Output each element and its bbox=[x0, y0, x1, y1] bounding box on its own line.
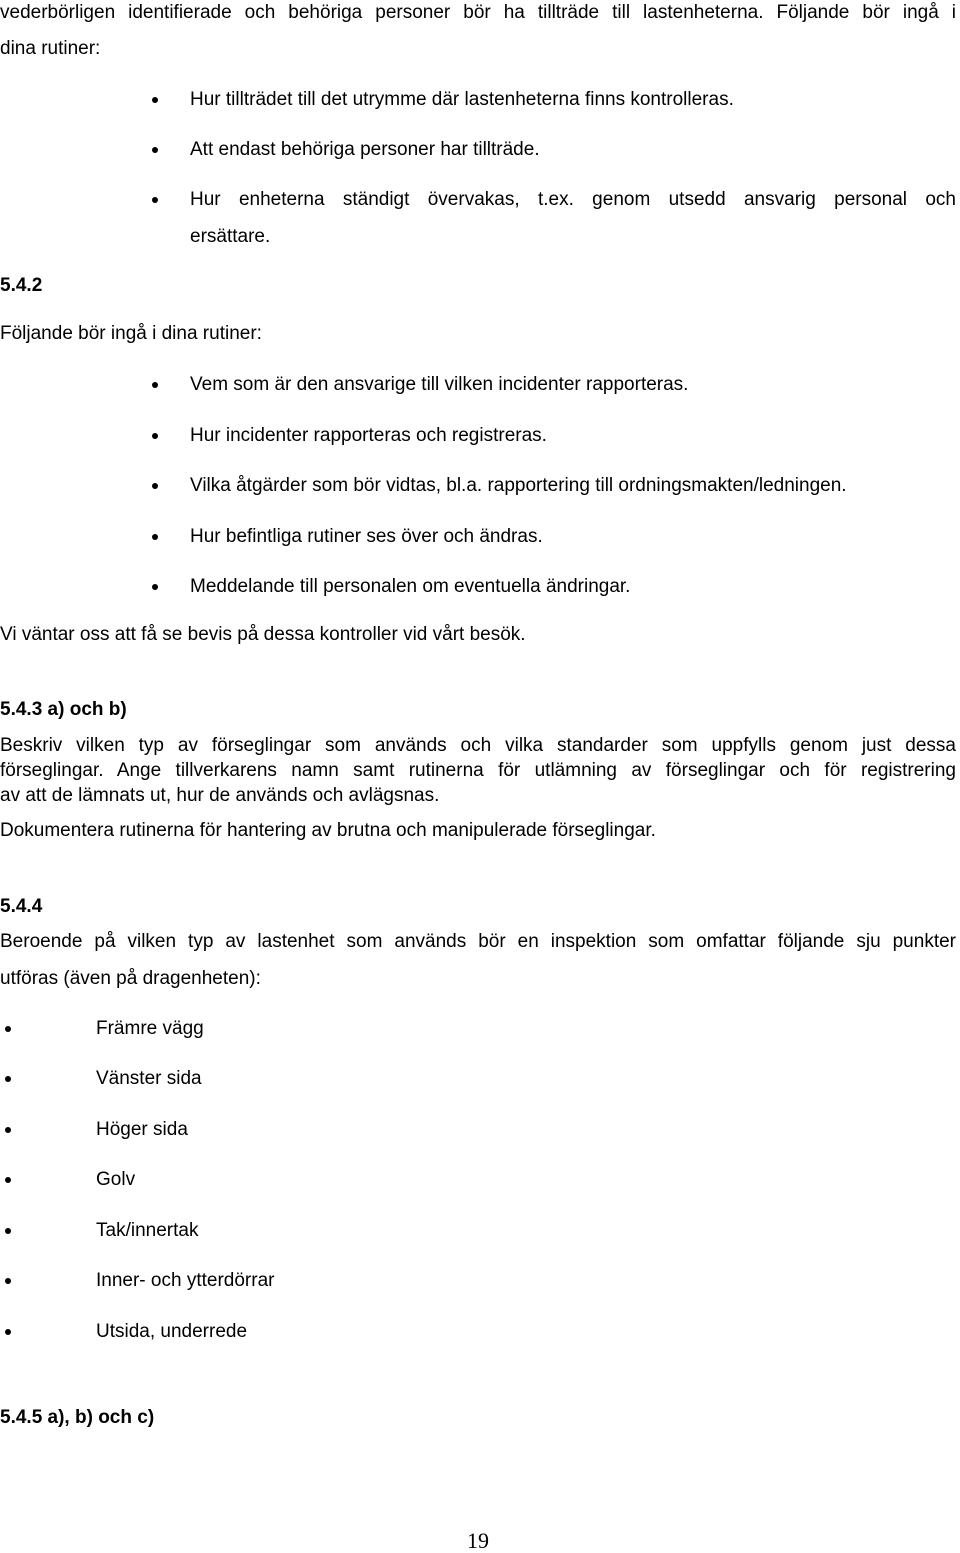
bullet-icon bbox=[5, 1278, 11, 1284]
bullet-icon bbox=[5, 1329, 11, 1335]
bullet-icon bbox=[152, 147, 158, 153]
bullet-icon bbox=[152, 433, 158, 439]
bullet-icon bbox=[152, 483, 158, 489]
bullet-icon bbox=[5, 1228, 11, 1234]
section-lead: Följande bör ingå i dina rutiner: bbox=[0, 323, 262, 344]
bullet-icon bbox=[5, 1026, 11, 1032]
bullet-icon bbox=[152, 97, 158, 103]
bullet-icon bbox=[5, 1127, 11, 1133]
paragraph-line: av att de lämnats ut, hur de används och avlägsnas. bbox=[0, 785, 440, 806]
paragraph: Dokumentera rutinerna för hantering av brutna och manipulerade förseglingar. bbox=[0, 820, 656, 841]
bullet-icon bbox=[5, 1177, 11, 1183]
bullet-icon bbox=[152, 584, 158, 590]
section-heading-5-4-4: 5.4.4 bbox=[0, 896, 43, 917]
bullet-icon bbox=[152, 534, 158, 540]
paragraph-line: förseglingar. Ange tillverkarens namn samt rutinerna för utlämning av förseglingar och för registrering bbox=[0, 760, 956, 781]
paragraph-line: Beroende på vilken typ av lastenhet som används bör en inspektion som omfattar följande sju punkter bbox=[0, 931, 956, 952]
section-heading-5-4-2: 5.4.2 bbox=[0, 275, 43, 296]
paragraph-line: utföras (även på dragenheten): bbox=[0, 968, 261, 989]
bullet-icon bbox=[152, 382, 158, 388]
page-number: 19 bbox=[467, 1528, 489, 1553]
section-heading-5-4-3: 5.4.3 a) och b) bbox=[0, 699, 127, 720]
closing-text: Vi väntar oss att få se bevis på dessa kontroller vid vårt besök. bbox=[0, 624, 526, 645]
section-heading-5-4-5: 5.4.5 a), b) och c) bbox=[0, 1407, 155, 1428]
bullet-icon bbox=[152, 197, 158, 203]
intro-line-1: vederbörligen identifierade och behöriga personer bör ha tillträde till lastenheterna. Följande bör ingå i bbox=[0, 2, 956, 23]
intro-line-2: dina rutiner: bbox=[0, 38, 101, 59]
bullet-icon bbox=[5, 1076, 11, 1082]
paragraph-line: Beskriv vilken typ av förseglingar som används och vilka standarder som uppfylls genom just dessa bbox=[0, 735, 956, 756]
